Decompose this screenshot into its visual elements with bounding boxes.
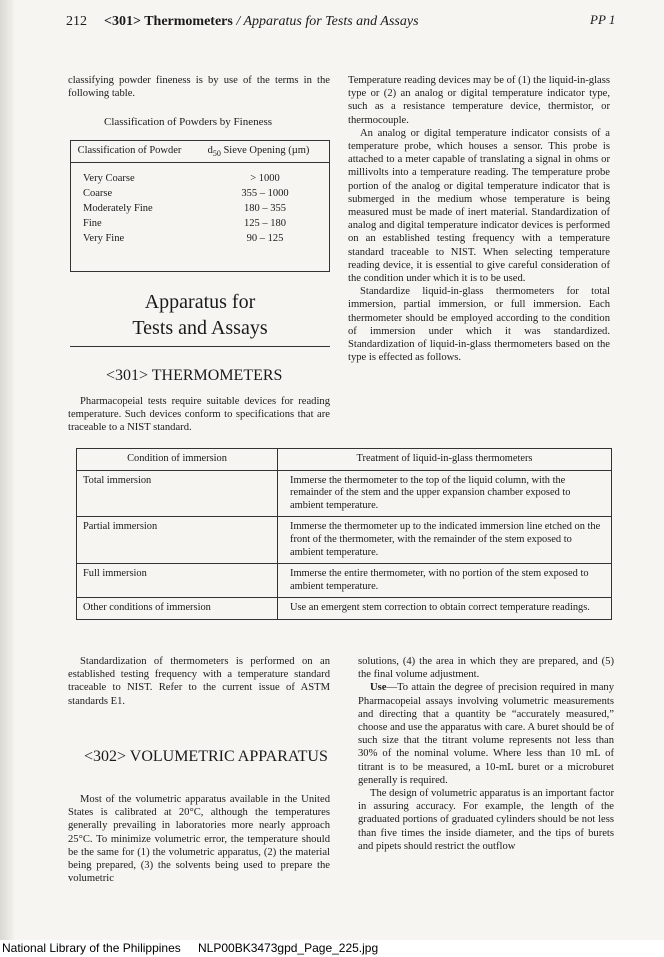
footer-filename: NLP00BK3473gpd_Page_225.jpg bbox=[198, 941, 379, 955]
immersion-condition: Other conditions of immersion bbox=[77, 598, 278, 620]
fineness-table bbox=[70, 140, 330, 272]
fineness-row bbox=[71, 171, 329, 186]
volumetric-heading: <302> VOLUMETRIC APPARATUS bbox=[84, 748, 328, 765]
thermometers-intro: Pharmacopeial tests require suitable devices for reading temperature. Such devices conform to specifications that are traceable to a NIST standard. bbox=[68, 396, 330, 434]
fineness-row-label: Coarse bbox=[83, 188, 113, 200]
right-paragraph-2: An analog or digital temperature indicator consists of a temperature probe, which houses a sensor. This probe is attached to a meter capable of translating a signal in ohms or millivolts into a temperature reading. The temperature probe portion of the analog or digital temperature indicator that is submerged in the medium whose temperature is being measured must be made of inert material. Standardization of analog and digital temperature indicator devices is performed on an established testing frequency with a temperature standard traceable to NIST. When selecting temperature reading device, it is essential to give careful consideration of the condition under which it is to be used. bbox=[348, 127, 610, 285]
right-paragraph-3: Standardize liquid-in-glass thermometers for total immersion, partial immersion, or full immersion. Each thermometer should be employed according to the condition of immersion under which it was standardized. Standardization of liquid-in-glass thermometers based on the type is effected as follows. bbox=[348, 286, 610, 364]
fineness-row bbox=[71, 231, 329, 246]
running-head-subtitle: / Apparatus for Tests and Assays bbox=[236, 14, 419, 29]
immersion-row bbox=[77, 470, 612, 517]
fineness-table-caption: Classification of Powders by Fineness bbox=[104, 116, 273, 128]
left-intro-paragraph: classifying powder fineness is by use of the terms in the following table. bbox=[68, 75, 330, 100]
fineness-col2-header: $d_{50}$ Sieve Opening (µm) bbox=[188, 141, 329, 163]
design-paragraph: The design of volumetric apparatus is an important factor in assuring accuracy. For example, the length of the graduated portions of graduated cylinders should be not less than five times the inside diameter, and the tips of burets and pipets should restrict the outflow bbox=[358, 788, 614, 852]
use-label: Use bbox=[370, 682, 387, 694]
fineness-row-label: Very Coarse bbox=[83, 173, 135, 185]
right-paragraph-1: Temperature reading devices may be of (1) the liquid-in-glass type or (2) an analog or digital temperature indicator type, such as a resistance temperature device, thermistor, or thermocouple. bbox=[348, 75, 610, 126]
standardization-paragraph: Standardization of thermometers is performed on an established testing frequency with a temperature standard traceable to NIST. Refer to the current issue of ASTM standards E1. bbox=[68, 656, 330, 707]
running-head bbox=[104, 14, 419, 30]
fineness-row-value: 90 – 125 bbox=[246, 233, 284, 245]
immersion-treatment: Immerse the thermometer to the top of the liquid column, with the remainder of the stem and the upper expansion chamber exposed to ambient temperature. bbox=[278, 470, 612, 517]
immersion-condition: Full immersion bbox=[77, 564, 278, 598]
fineness-row-label: Fine bbox=[83, 218, 102, 230]
running-head-section: <301> Thermometers bbox=[104, 14, 233, 29]
chapter-title-line2: Tests and Assays bbox=[132, 317, 268, 339]
section-rule bbox=[70, 346, 330, 347]
volumetric-paragraph-1: Most of the volumetric apparatus available in the United States is calibrated at 20°C, although the temperatures generally prevailing in laboratories more nearly approach 25°C. To minimize volumetric error, the temperature should be the same for (1) the volumetric apparatus, (2) the material being prepared, (3) the solvents being used to prepare the volumetric bbox=[68, 794, 330, 885]
fineness-row-value: 180 – 355 bbox=[244, 203, 286, 215]
immersion-row bbox=[77, 598, 612, 620]
immersion-treatment: Immerse the entire thermometer, with no portion of the stem exposed to ambient temperature. bbox=[278, 564, 612, 598]
footer-library: National Library of the Philippines bbox=[2, 941, 181, 955]
fineness-row bbox=[71, 216, 329, 231]
fineness-row bbox=[71, 186, 329, 201]
fineness-row-value: > 1000 bbox=[250, 173, 280, 185]
fineness-col1-header: Classification of Powder bbox=[71, 141, 188, 163]
fineness-row-label: Very Fine bbox=[83, 233, 125, 245]
immersion-row bbox=[77, 564, 612, 598]
corner-mark: PP 1 bbox=[590, 12, 616, 27]
use-text: —To attain the degree of precision required in many Pharmacopeial assays involving volumetric measurements and directing that a quantity be “accurately measured,” choose and use the apparatus with care. A buret should be of such size that the titrant volume represents not less than 30% of the nominal volume. Where less than 10 mL of titrant is to be measured, a 10-mL buret or a microburet generally is required. bbox=[358, 682, 614, 786]
page-edge-shadow bbox=[0, 0, 14, 940]
immersion-table bbox=[76, 448, 612, 620]
right-column-bottom bbox=[358, 655, 614, 853]
volumetric-continuation: solutions, (4) the area in which they are prepared, and (5) the final volume adjustment. bbox=[358, 656, 614, 681]
fineness-row bbox=[71, 201, 329, 216]
immersion-header-condition: Condition of immersion bbox=[77, 449, 278, 471]
immersion-treatment: Immerse the thermometer up to the indicated immersion line etched on the front of the thermometer, with the remainder of the stem exposed to ambient temperature. bbox=[278, 517, 612, 564]
fineness-row-label: Moderately Fine bbox=[83, 203, 153, 215]
use-paragraph bbox=[358, 681, 614, 787]
immersion-header-treatment: Treatment of liquid-in-glass thermometers bbox=[278, 449, 612, 471]
chapter-title-line1: Apparatus for bbox=[144, 291, 256, 313]
chapter-title bbox=[70, 289, 330, 341]
fineness-row-value: 355 – 1000 bbox=[241, 188, 289, 200]
fineness-row-value: 125 – 180 bbox=[244, 218, 286, 230]
immersion-treatment: Use an emergent stem correction to obtain correct temperature readings. bbox=[278, 598, 612, 620]
immersion-row bbox=[77, 517, 612, 564]
right-column-top bbox=[348, 74, 610, 364]
immersion-condition: Total immersion bbox=[77, 470, 278, 517]
immersion-table-wrapper bbox=[76, 448, 612, 620]
thermometers-heading: <301> THERMOMETERS bbox=[106, 367, 283, 384]
page-number: 212 bbox=[66, 14, 87, 29]
immersion-condition: Partial immersion bbox=[77, 517, 278, 564]
